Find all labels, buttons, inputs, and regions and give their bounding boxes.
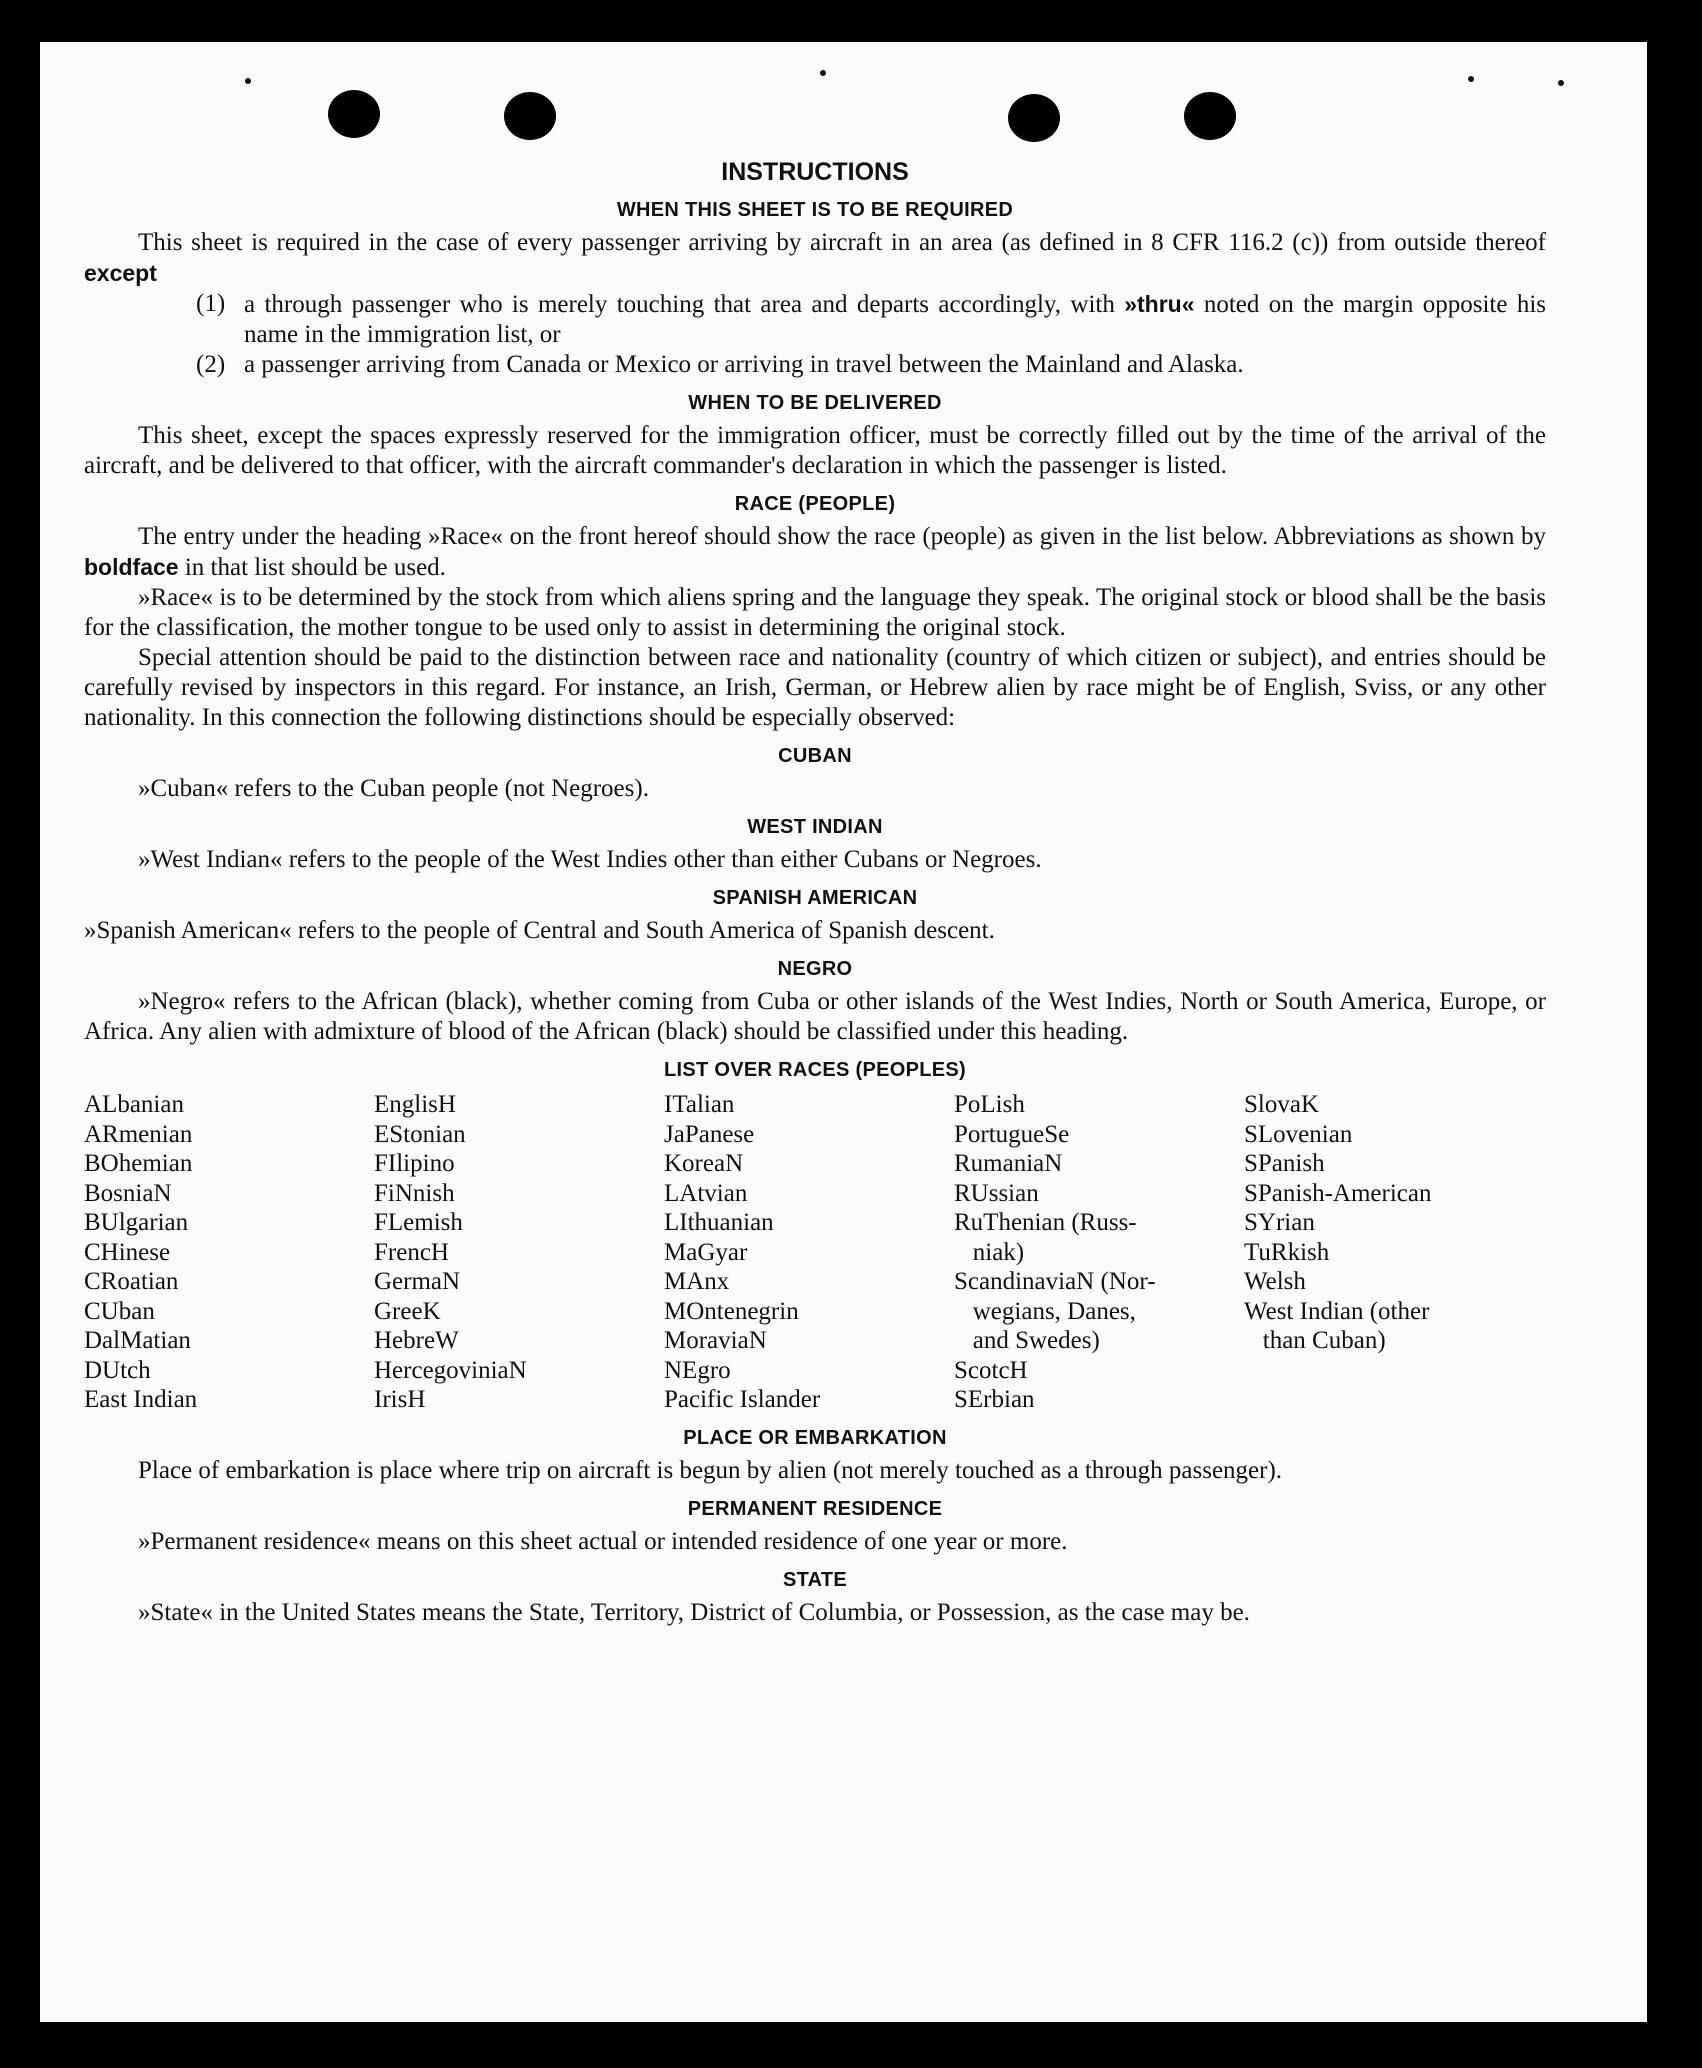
paragraph-negro: »Negro« refers to the African (black), whether coming from Cuba or other islands of the West Indies, North or South America, Europe, or Africa. Any alien with admixture of blood of the African (black) should be classified under this heading. [84, 988, 1546, 1045]
speck [820, 70, 826, 76]
instructions-content [84, 158, 1546, 1628]
race-item: wegians, Danes, [954, 1297, 1136, 1325]
heading-race-list: LIST OVER RACES (PEOPLES) [664, 1059, 966, 1081]
document-sheet [40, 42, 1647, 2022]
heading-when-delivered: WHEN TO BE DELIVERED [688, 392, 942, 414]
heading-spanish-american: SPANISH AMERICAN [712, 887, 918, 909]
bold-thru: »thru« [1124, 291, 1195, 317]
race-column [1244, 1090, 1534, 1415]
heading-negro: NEGRO [777, 958, 853, 980]
race-item: Welsh [1244, 1268, 1306, 1295]
race-list [84, 1090, 1546, 1415]
race-item: MOntenegrin [664, 1297, 799, 1325]
race-item: CUban [84, 1297, 155, 1325]
paragraph-embarkation: Place of embarkation is place where trip on aircraft is begun by alien (not merely touched as a through passenger). [138, 1456, 1283, 1484]
heading-embarkation: PLACE OR EMBARKATION [683, 1426, 947, 1449]
race-item: and Swedes) [954, 1327, 1100, 1354]
paragraph-race-2: »Race« is to be determined by the stock from which aliens spring and the language they speak. The original stock or blood shall be the basis for the classification, the mother tongue to be used only to assist in determining the original stock. [84, 584, 1546, 641]
race-item: FLemish [374, 1209, 463, 1236]
heading-race: RACE (PEOPLE) [734, 493, 896, 515]
race-item: HercegoviniaN [374, 1356, 527, 1384]
race-item: RuThenian (Russ- [954, 1209, 1137, 1236]
heading-when-required: WHEN THIS SHEET IS TO BE REQUIRED [616, 199, 1014, 221]
race-item: than Cuban) [1244, 1327, 1386, 1354]
race-item: JaPanese [664, 1120, 755, 1148]
race-item: CHinese [84, 1238, 171, 1266]
race-item: SLovenian [1244, 1120, 1353, 1148]
race-item: LAtvian [664, 1179, 748, 1207]
race-item: GreeK [374, 1297, 441, 1325]
race-item: SlovaK [1244, 1091, 1319, 1118]
race-item: IrisH [374, 1386, 426, 1413]
race-item: LIthuanian [664, 1209, 774, 1236]
punch-hole [1008, 94, 1060, 142]
paragraph-west-indian: »West Indian« refers to the people of the West Indies other than either Cubans or Negroes. [138, 846, 1042, 873]
race-column [664, 1090, 954, 1415]
race-item: DUtch [84, 1356, 151, 1384]
race-item: CRoatian [84, 1268, 179, 1295]
heading-cuban: CUBAN [778, 745, 852, 767]
race-item: EStonian [374, 1120, 466, 1148]
race-column [954, 1090, 1244, 1415]
race-item: niak) [954, 1238, 1025, 1266]
punch-hole [328, 90, 380, 138]
paragraph-spanish-american: »Spanish American« refers to the people of Central and South America of Spanish descent. [84, 917, 995, 944]
race-item: BUlgarian [84, 1209, 189, 1236]
race-item: DalMatian [84, 1327, 191, 1354]
list-item-2: (2) a passenger arriving from Canada or Mexico or arriving in travel between the Mainland and Alaska. [196, 351, 1244, 378]
race-item: BosniaN [84, 1179, 172, 1207]
race-item: RUssian [954, 1179, 1039, 1207]
race-item: ScotcH [954, 1356, 1028, 1384]
punch-hole [1184, 92, 1236, 140]
race-item: HebreW [374, 1327, 459, 1354]
paragraph-race-3: Special attention should be paid to the distinction between race and nationality (country of which citizen or subject), and entries should be carefully revised by inspectors in this regard. For instance, an Irish, German, or Hebrew alien by race might be of English, Sviss, or any other nationality. In this connection the following distinctions should be especially observed: [84, 644, 1546, 731]
race-item: MAnx [664, 1268, 730, 1295]
speck [1468, 76, 1474, 82]
page-title: INSTRUCTIONS [721, 158, 909, 186]
race-item: East Indian [84, 1386, 198, 1413]
bold-boldface: boldface [84, 554, 179, 580]
heading-residence: PERMANENT RESIDENCE [687, 1497, 943, 1520]
bold-except: except [84, 260, 157, 286]
speck [245, 78, 251, 84]
race-item: MoraviaN [664, 1327, 767, 1354]
paragraph-required: This sheet is required in the case of every passenger arriving by aircraft in an area (as defined in 8 CFR 116.2 (c)) from outside thereof except [84, 229, 1546, 286]
race-item: FiNnish [374, 1179, 455, 1207]
race-item: NEgro [664, 1356, 731, 1384]
heading-west-indian: WEST INDIAN [747, 816, 883, 838]
paragraph-race-1: The entry under the heading »Race« on the front hereof should show the race (people) as given in the list below. Abbreviations as shown by boldface in that list should be used. [84, 523, 1546, 581]
race-column [84, 1090, 374, 1415]
race-item: ARmenian [84, 1120, 193, 1148]
race-item: BOhemian [84, 1150, 193, 1177]
race-item: Pacific Islander [664, 1386, 821, 1413]
punch-hole [504, 92, 556, 140]
speck [1558, 80, 1564, 86]
race-item: FIlipino [374, 1150, 455, 1177]
race-column [374, 1090, 664, 1415]
list-item-1: (1) a through passenger who is merely touching that area and departs accordingly, with »thru« noted on the margin opposite his name in the immigration list, or [196, 290, 1546, 348]
race-item: ALbanian [84, 1091, 184, 1118]
paragraph-delivered: This sheet, except the spaces expressly reserved for the immigration officer, must be correctly filled out by the time of the arrival of the aircraft, and be delivered to that officer, with the aircraft commander's declaration in which the passenger is listed. [84, 422, 1546, 479]
race-item: SPanish-American [1244, 1179, 1432, 1207]
heading-state: STATE [782, 1568, 848, 1591]
race-item: PortugueSe [954, 1120, 1070, 1148]
race-item: SPanish [1244, 1150, 1325, 1177]
race-item: MaGyar [664, 1238, 748, 1266]
race-item: GermaN [374, 1268, 461, 1295]
paragraph-state: »State« in the United States means the State, Territory, District of Columbia, or Possession, as the case may be. [138, 1598, 1250, 1626]
paragraph-cuban: »Cuban« refers to the Cuban people (not Negroes). [138, 775, 649, 802]
race-item: RumaniaN [954, 1150, 1063, 1177]
paragraph-residence: »Permanent residence« means on this sheet actual or intended residence of one year or more. [138, 1527, 1068, 1555]
race-item: EnglisH [374, 1091, 456, 1118]
race-item: ScandinaviaN (Nor- [954, 1268, 1156, 1295]
race-item: KoreaN [664, 1150, 744, 1177]
race-item: PoLish [954, 1091, 1025, 1118]
race-item: SYrian [1244, 1209, 1315, 1236]
race-item: SErbian [954, 1386, 1035, 1413]
race-item: West Indian (other [1244, 1297, 1430, 1325]
race-item: ITalian [664, 1091, 735, 1118]
race-item: FrencH [374, 1238, 449, 1266]
race-item: TuRkish [1244, 1238, 1330, 1266]
